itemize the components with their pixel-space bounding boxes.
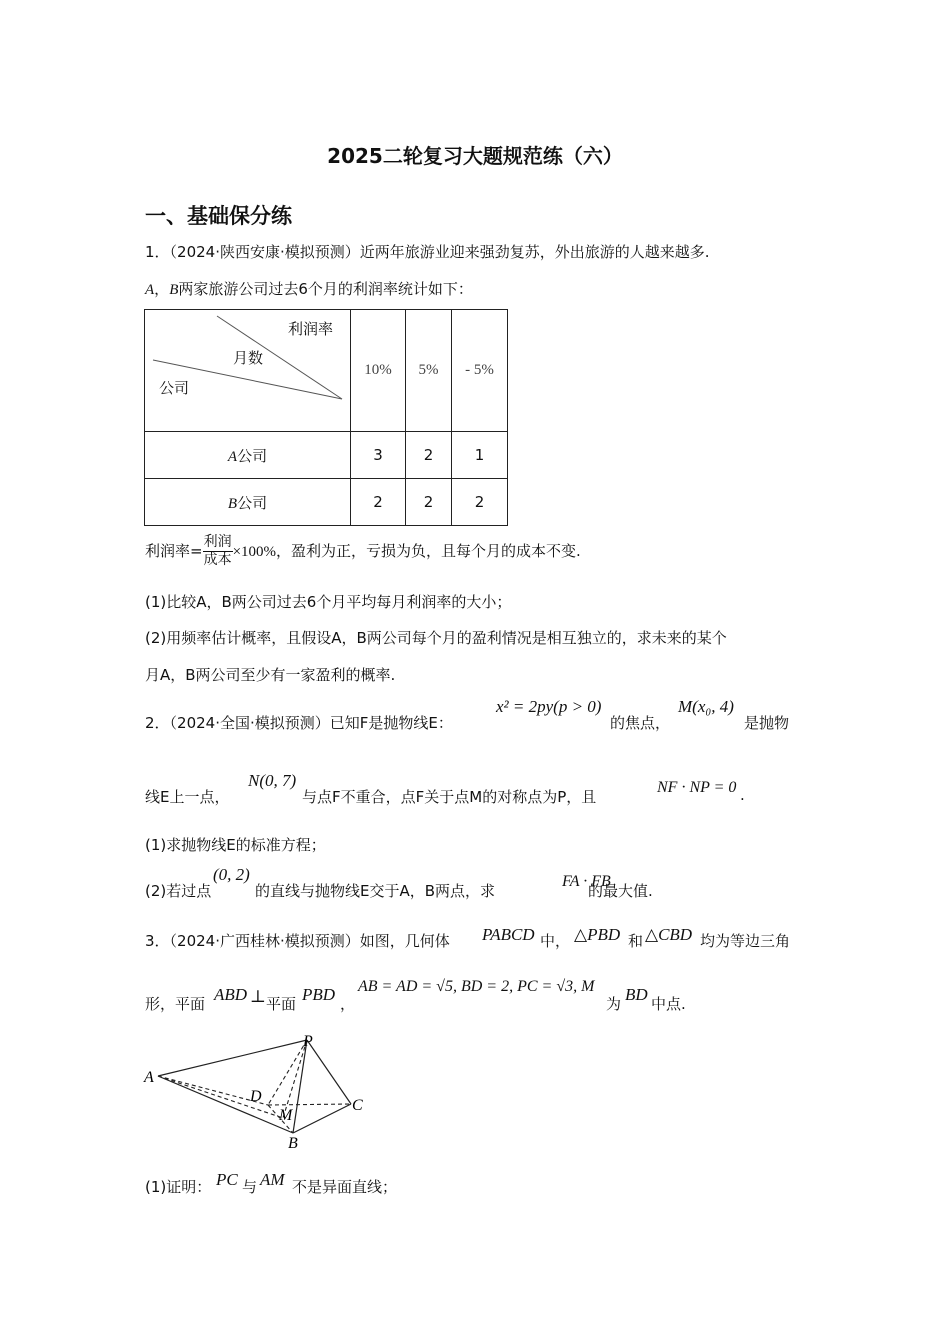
q2-text-b: 的焦点，: [610, 714, 671, 732]
q3-text-d: 均为等边三角: [700, 932, 791, 950]
q2-line1: 2．（2024·全国·模拟预测）已知F是抛物线E：: [145, 714, 453, 732]
q1-sub2-line2: 月A，B两公司至少有一家盈利的概率.: [145, 666, 396, 684]
q3-perp: ⊥: [250, 987, 266, 1006]
table-row: [145, 432, 508, 479]
row-label-b: B公司: [145, 479, 351, 526]
q3-line1: 3．（2024·广西桂林·模拟预测）如图，几何体: [145, 932, 450, 950]
label-m: M: [279, 1107, 293, 1124]
q2-sub2-c: 的最大值.: [588, 882, 653, 900]
pyramid-figure: [140, 1028, 380, 1153]
q3-eq-pc: PC: [216, 1170, 238, 1189]
table-cell: 2: [406, 432, 452, 479]
q3-eq-lengths: AB = AD = √5, BD = 2, PC = √3, M: [358, 978, 595, 995]
col-header-neg5: - 5%: [452, 310, 508, 432]
diagonal-header-cell: [145, 310, 351, 432]
q1-sub2-line1: (2)用频率估计概率，且假设A，B两公司每个月的盈利情况是相互独立的，求未来的某个: [145, 629, 727, 647]
label-a: A: [144, 1069, 154, 1086]
q2-sub1: (1)求抛物线E的标准方程；: [145, 836, 326, 854]
table-cell: 2: [452, 479, 508, 526]
label-d: D: [250, 1088, 262, 1105]
q2-line2-b: 与点F不重合，点F关于点M的对称点为P，且: [302, 788, 597, 806]
q3-eq-solid: PABCD: [482, 925, 535, 944]
q2-eq-point-m: M(x₀, 4): [678, 697, 734, 716]
header-month: 月数: [233, 349, 264, 367]
table-cell: 2: [406, 479, 452, 526]
q1-sub1: (1)比较A，B两公司过去6个月平均每月利润率的大小；: [145, 593, 512, 611]
q1-text1: 近两年旅游业迎来强劲复苏，外出旅游的人越来越多.: [359, 243, 710, 261]
q2-sub2-a: (2)若过点: [145, 882, 212, 900]
q1-number: 1．: [145, 243, 170, 261]
q3-line2-d: 为: [606, 995, 622, 1013]
q1-line1: [145, 241, 710, 262]
q3-eq-plane1: ABD: [214, 985, 248, 1004]
q2-eq-point: (0, 2): [213, 865, 250, 884]
header-company: 公司: [159, 379, 190, 397]
table-cell: 1: [452, 432, 508, 479]
q2-line2-a: 线E上一点，: [145, 788, 230, 806]
q2-eq-point-n: N(0, 7): [248, 771, 297, 790]
page-title: 2025二轮复习大题规范练（六）: [327, 144, 623, 168]
q3-sub1-a: (1)证明：: [145, 1178, 212, 1196]
q3-line2-c: ，: [340, 995, 356, 1013]
q3-eq-bd: BD: [625, 985, 648, 1004]
section-heading: 一、基础保分练: [145, 204, 292, 228]
header-rate: 利润率: [288, 320, 334, 338]
q3-line2-b: 平面: [266, 995, 297, 1013]
q3-sub1-b: 与: [242, 1178, 258, 1196]
q2-eq-vector: FA · FB: [562, 873, 611, 890]
q1-line2: A，B两家旅游公司过去6个月的利润率统计如下：: [145, 280, 473, 298]
table-row: [145, 479, 508, 526]
formula-fraction: $\frac{\text{利润}}{\text{成本}}$: [203, 534, 232, 568]
q3-eq-plane2: PBD: [302, 985, 336, 1004]
label-p: P: [303, 1033, 313, 1050]
q2-sub2-b: 的直线与抛物线E交于A，B两点，求: [255, 882, 496, 900]
q3-eq-tri2: △CBD: [645, 925, 693, 944]
q3-eq-am: AM: [260, 1170, 285, 1189]
q2-line2-c: .: [740, 786, 745, 804]
q3-eq-tri1: △PBD: [574, 925, 621, 944]
q1-source: （2024·陕西安康·模拟预测）: [169, 243, 360, 261]
row-label-a: A公司: [145, 432, 351, 479]
q3-text-c: 和: [628, 932, 644, 950]
q3-line2-a: 形，平面: [145, 995, 206, 1013]
q2-eq-parabola: x² = 2py(p > 0): [496, 697, 602, 716]
label-c: C: [352, 1097, 363, 1114]
q3-line2-e: 中点.: [651, 995, 686, 1013]
q3-sub1-c: 不是异面直线；: [292, 1178, 398, 1196]
q2-eq-dot: NF · NP = 0: [657, 779, 737, 796]
profit-table: [144, 309, 508, 526]
col-header-5: 5%: [406, 310, 452, 432]
q2-text-c: 是抛物: [744, 714, 790, 732]
col-header-10: 10%: [351, 310, 406, 432]
label-b: B: [288, 1135, 298, 1152]
q3-text-b: 中，: [540, 932, 571, 950]
table-header-row: [145, 310, 508, 432]
profit-formula: 利润率= $\frac{\text{利润}}{\text{成本}}$ ×100%，盈利为正，亏损为负，且每个月的成本不变.: [145, 534, 581, 568]
table-cell: 2: [351, 479, 406, 526]
table-cell: 3: [351, 432, 406, 479]
